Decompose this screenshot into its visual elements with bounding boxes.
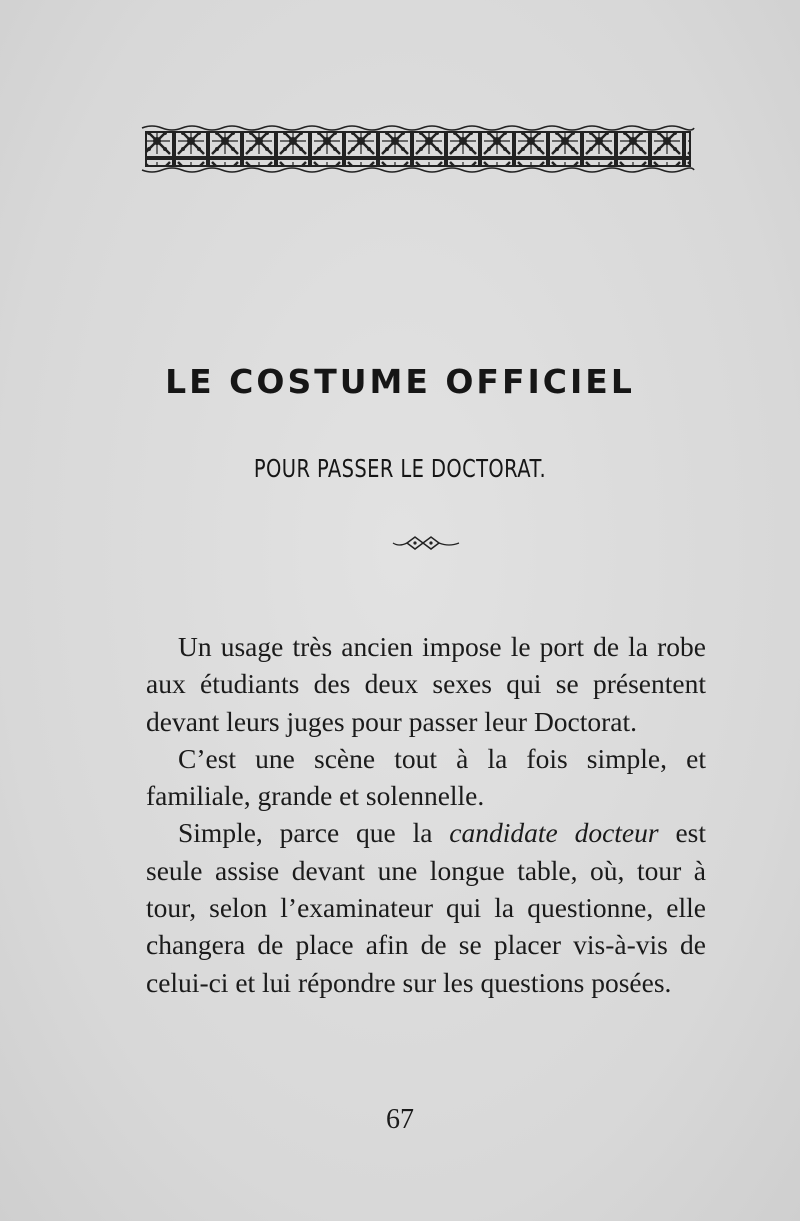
fleuron-divider bbox=[391, 533, 461, 551]
body-text bbox=[146, 628, 706, 1001]
paragraph-3-start: Simple, parce que la bbox=[178, 817, 450, 849]
chapter-title: LE COSTUME OFFICIEL bbox=[165, 362, 635, 401]
paragraph-3-end: est seule assise devant une longue table, où, tour à tour, selon l’examinateur qui la questionne, elle changera de place afin de se placer vis-à-vis de celui-ci et lui répondre sur les questions posées. bbox=[146, 817, 706, 998]
paragraph-3-emphasis: candidate docteur bbox=[449, 817, 659, 849]
paragraph-1: Un usage très ancien impose le port de la robe aux étudiants des deux sexes qui se présentent devant leurs juges pour passer leur Doctorat. bbox=[146, 631, 706, 737]
paragraph-2: C’est une scène tout à la fois simple, et familiale, grande et solennelle. bbox=[146, 742, 706, 812]
paragraph-3 bbox=[146, 814, 706, 1000]
chapter-subtitle: POUR PASSER LE DOCTORAT. bbox=[253, 454, 547, 483]
page-number: 67 bbox=[386, 1104, 414, 1135]
decorative-band-ornament bbox=[140, 124, 696, 174]
